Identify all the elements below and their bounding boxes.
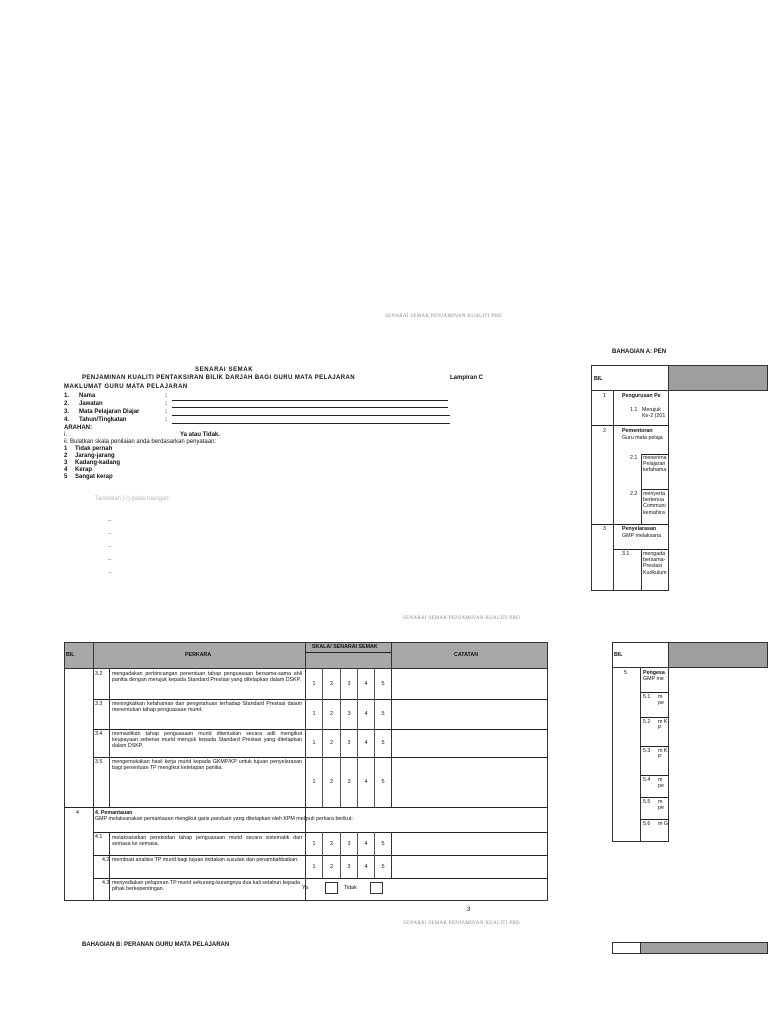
row-no: 3.5 (95, 759, 103, 765)
row-title: Pengurusan Pe (622, 393, 661, 399)
scale-number: 1 (64, 446, 68, 452)
field-no: 4. (64, 417, 70, 423)
arahan-i: Ya atau Tidak. (180, 432, 220, 438)
row-no: 2 (603, 428, 606, 434)
scale-label: Kerap (75, 467, 93, 473)
scale-label: Jarang-jarang (75, 453, 115, 459)
field-label-nama: Nama (79, 393, 96, 399)
row-no: 3.4 (95, 731, 103, 737)
row-no: 3.3 (95, 701, 103, 707)
scale-option[interactable]: 3 (347, 779, 351, 785)
running-header: SENARAI SEMAK PENJAMINAN KUALITI PBD (385, 314, 502, 319)
scale-option[interactable]: 5 (381, 711, 385, 717)
field-no: 3. (64, 409, 70, 415)
scale-option[interactable]: 3 (347, 740, 351, 746)
scale-option[interactable]: 5 (381, 740, 385, 746)
row-text: m K P (658, 719, 668, 732)
dash: – (108, 557, 112, 563)
scale-option[interactable]: 2 (329, 841, 334, 847)
scale-number: 2 (64, 453, 68, 459)
arahan-i-no: i. (64, 432, 67, 438)
scale-number: 4 (64, 467, 68, 473)
row-text: m pe (658, 694, 664, 707)
row-text: Guru mata pelaja (622, 435, 663, 441)
row-no: 5.1 (643, 694, 651, 700)
row-text: melaksanakan perekodan tahap penguasaan murid secara sistematik dari semasa ke semasa. (112, 835, 302, 848)
ya-checkbox[interactable] (325, 882, 338, 894)
dash: – (108, 518, 112, 524)
row-no: 5.3 (643, 748, 651, 754)
bil-header: BIL (594, 376, 603, 382)
scale-label: Kadang-kadang (75, 460, 121, 466)
row-text: m G (658, 821, 669, 827)
scale-option[interactable]: 1 (312, 740, 316, 746)
scale-option[interactable]: 2 (329, 864, 334, 870)
dash: – (108, 570, 112, 576)
row-text: memastikan tahap penguasaan murid ditentukan secara adil mengikut keupayaan sebenar murid merujuk kepada Standard Prestasi yang ditetapkan dalam DSKP. (112, 731, 302, 750)
row-no: 4.2 (102, 857, 110, 863)
scale-option[interactable]: 3 (347, 711, 351, 717)
scale-label: Sangat kerap (75, 474, 113, 480)
section-title: MAKLUMAT GURU MATA PELAJARAN (64, 384, 188, 390)
table-fragment (612, 942, 641, 954)
row-no: 3.1 (622, 551, 630, 557)
lampiran-label: Lampiran C (450, 375, 484, 381)
section-no: 4 (76, 810, 79, 816)
row-no: 3 (603, 526, 606, 532)
bil-header: BIL (66, 652, 75, 658)
scale-option[interactable]: 5 (381, 864, 385, 870)
doc-subtitle: PENJAMINAN KUALITI PENTAKSIRAN BILIK DARJAH BAGI GURU MATA PELAJARAN (82, 375, 355, 381)
row-text: mengadakan perbincangan penentuan tahap penguasaan bersama-sama ahli panitia dengan merujuk kepada Standard Prestasi yang ditetapkan dalam DSKP. (112, 671, 302, 684)
row-text: menyediakan pelaporan TP murid sekurang-kurangnya dua kali setahun kepada pihak berkepentingan. (112, 880, 300, 893)
scale-option[interactable]: 2 (329, 711, 334, 717)
field-colon: : (165, 417, 167, 423)
scale-option[interactable]: 2 (329, 779, 334, 785)
tandakan-note: Tandakan (√) pada ruangan (95, 496, 169, 502)
row-text: menyerta bertenua Communi kemahira (643, 491, 666, 516)
row-text: m pe (658, 777, 664, 790)
scale-option[interactable]: 4 (364, 779, 368, 785)
scale-option[interactable]: 3 (347, 841, 351, 847)
row-no: 5.6 (643, 821, 651, 827)
row-text: m pe (658, 799, 664, 812)
scale-option[interactable]: 1 (312, 711, 316, 717)
scale-option[interactable]: 4 (364, 740, 368, 746)
row-text: m K P (658, 748, 668, 761)
bil-header: BIL (614, 652, 623, 658)
field-colon: : (165, 401, 167, 407)
scale-option[interactable]: 1 (312, 864, 316, 870)
jawatan-input-line[interactable] (172, 407, 448, 408)
scale-option[interactable]: 4 (364, 841, 368, 847)
row-title: Pementoran (622, 428, 653, 434)
dash: – (108, 531, 112, 537)
row-text: mengemukakan hasil kerja murid kepada GKMP/KP untuk tujuan penyelarasan bagi penentuan TP mengikut ketetapan panitia. (112, 759, 302, 772)
running-header: SENARAI SEMAK PENJAMINAN KUALITI PBD (403, 616, 520, 621)
scale-option[interactable]: 5 (381, 779, 385, 785)
running-header: SENARAI SEMAK PENJAMINAN KUALITI PBD (403, 921, 520, 926)
scale-number: 3 (64, 460, 68, 466)
mata-pelajaran-input-line[interactable] (172, 415, 450, 416)
row-no: 3.2 (95, 671, 103, 677)
field-no: 1. (64, 393, 70, 399)
arahan-ii: ii. Bulatkan skala penilaian anda berdasarkan penyataan: (64, 439, 217, 445)
field-label-mata-pelajaran: Mata Pelajaran Diajar (79, 409, 140, 415)
scale-option[interactable]: 3 (347, 681, 351, 687)
scale-option[interactable]: 4 (364, 711, 368, 717)
doc-title: SENARAI SEMAK (195, 367, 254, 373)
nama-input-line[interactable] (172, 400, 448, 401)
scale-option[interactable]: 5 (381, 681, 385, 687)
dash: – (108, 544, 112, 550)
scale-option[interactable]: 5 (381, 841, 385, 847)
skala-header: SKALA/ SENARAI SEMAK (312, 644, 378, 650)
scale-label: Tidak pernah (75, 446, 113, 452)
scale-option[interactable]: 1 (312, 681, 316, 687)
field-label-jawatan: Jawatan (79, 401, 103, 407)
section-title: 4. Pemantauan (95, 810, 133, 816)
bahagian-a-title: BAHAGIAN A: PEN (612, 349, 667, 355)
row-text: GMP melaksana (622, 533, 662, 539)
tidak-label: Tidak (344, 885, 357, 891)
row-text: Merujuk Ke-2 (201 (642, 407, 666, 420)
row-title: Penyelarasan (622, 526, 657, 532)
scale-option[interactable]: 2 (329, 681, 334, 687)
scale-option[interactable]: 4 (364, 864, 368, 870)
scale-option[interactable]: 1 (312, 779, 316, 785)
ya-label: Ya (302, 885, 309, 891)
tidak-checkbox[interactable] (370, 882, 383, 894)
row-title: Pengesa (643, 670, 665, 676)
row-text: meningkatkan kefahaman dan pengetahuan terhadap Standard Prestasi dalam menentukan tahap penguasaan murid. (112, 701, 302, 714)
perkara-header: PERKARA (185, 652, 212, 658)
page-number: 3 (467, 907, 471, 913)
field-colon: : (165, 409, 167, 415)
row-no: 5 (624, 670, 627, 676)
scale-option[interactable]: 2 (329, 740, 334, 746)
row-no: 2.2 (630, 491, 638, 497)
scale-option[interactable]: 3 (347, 864, 351, 870)
row-no: 5.2 (643, 719, 651, 725)
row-text: mengada bersama- Prestasi Kurikulum (643, 551, 667, 576)
arahan-label: ARAHAN: (64, 425, 92, 431)
section-text: GMP melaksanakan pemantauan mengikut garis panduan yang ditetapkan oleh KPM meliputi perkara berikut: (95, 816, 353, 822)
tahun-input-line[interactable] (172, 423, 450, 424)
row-no: 1 (603, 393, 606, 399)
table-fragment-header (641, 942, 768, 954)
field-label-tahun: Tahun/Tingkatan (79, 417, 127, 423)
row-no: 4.1 (95, 834, 103, 840)
catatan-header: CATATAN (454, 652, 479, 658)
scale-option[interactable]: 1 (312, 841, 316, 847)
field-colon: : (165, 393, 167, 399)
row-text: menerima Pelajaran kefahama (643, 455, 667, 474)
bahagian-b-title: BAHAGIAN B: PERANAN GURU MATA PELAJARAN (82, 942, 230, 948)
row-no: 1.1 (630, 407, 638, 413)
row-no: 2.1 (630, 455, 638, 461)
row-text: membuat analisis TP murid bagi tujuan tindakan susulan dan penambahbaikan. (112, 857, 299, 863)
scale-number: 5 (64, 474, 68, 480)
row-text: GMP me (643, 676, 664, 682)
field-no: 2. (64, 401, 70, 407)
scale-option[interactable]: 4 (364, 681, 368, 687)
row-no: 5.5 (643, 799, 651, 805)
row-no: 4.3 (102, 880, 110, 886)
row-no: 5.4 (643, 777, 651, 783)
